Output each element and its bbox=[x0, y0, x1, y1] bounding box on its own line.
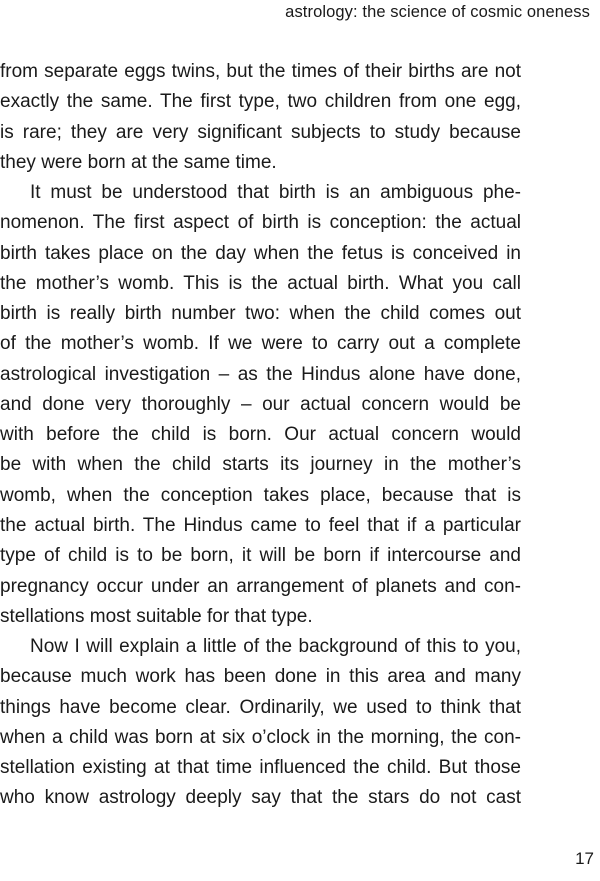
text-line: birth takes place on the day when the fetus is conceived in bbox=[0, 242, 521, 264]
text-line: be with when the child starts its journey in the mother’s bbox=[0, 454, 521, 476]
text-line: the actual birth. The Hindus came to feel that if a particular bbox=[0, 514, 521, 536]
text-line: nomenon. The first aspect of birth is conception: the actual bbox=[0, 212, 521, 234]
text-line: and done very thoroughly – our actual concern would be bbox=[0, 393, 521, 415]
text-line: when a child was born at six o’clock in the morning, the con- bbox=[0, 726, 521, 748]
text-line: pregnancy occur under an arrangement of planets and con- bbox=[0, 575, 521, 597]
text-line: of the mother’s womb. If we were to carry out a complete bbox=[0, 333, 521, 355]
text-line: type of child is to be born, it will be born if intercourse and bbox=[0, 545, 521, 567]
text-line: they were born at the same time. bbox=[0, 151, 277, 173]
text-line: things have become clear. Ordinarily, we used to think that bbox=[0, 696, 521, 718]
text-line: exactly the same. The first type, two children from one egg, bbox=[0, 91, 521, 113]
running-header: astrology: the science of cosmic oneness bbox=[285, 3, 590, 21]
text-line: from separate eggs twins, but the times of their births are not bbox=[0, 61, 521, 82]
text-line: It must be understood that birth is an ambiguous phe- bbox=[30, 182, 521, 204]
text-line: birth is really birth number two: when the child comes out bbox=[0, 303, 521, 325]
text-line: because much work has been done in this area and many bbox=[0, 666, 521, 688]
page-number: 17 bbox=[575, 849, 594, 868]
text-line: the mother’s womb. This is the actual birth. What you call bbox=[0, 272, 521, 294]
text-line: womb, when the conception takes place, because that is bbox=[0, 484, 521, 506]
text-line: is rare; they are very significant subjects to study because bbox=[0, 121, 521, 143]
text-line: stellation existing at that time influenced the child. But those bbox=[0, 757, 521, 779]
text-line: stellations most suitable for that type. bbox=[0, 605, 313, 627]
body-text bbox=[0, 57, 521, 814]
text-line: with before the child is born. Our actual concern would bbox=[0, 424, 521, 446]
text-line: astrological investigation – as the Hindus alone have done, bbox=[0, 363, 521, 385]
text-line: Now I will explain a little of the background of this to you, bbox=[30, 636, 521, 658]
text-line: who know astrology deeply say that the stars do not cast bbox=[0, 787, 521, 809]
